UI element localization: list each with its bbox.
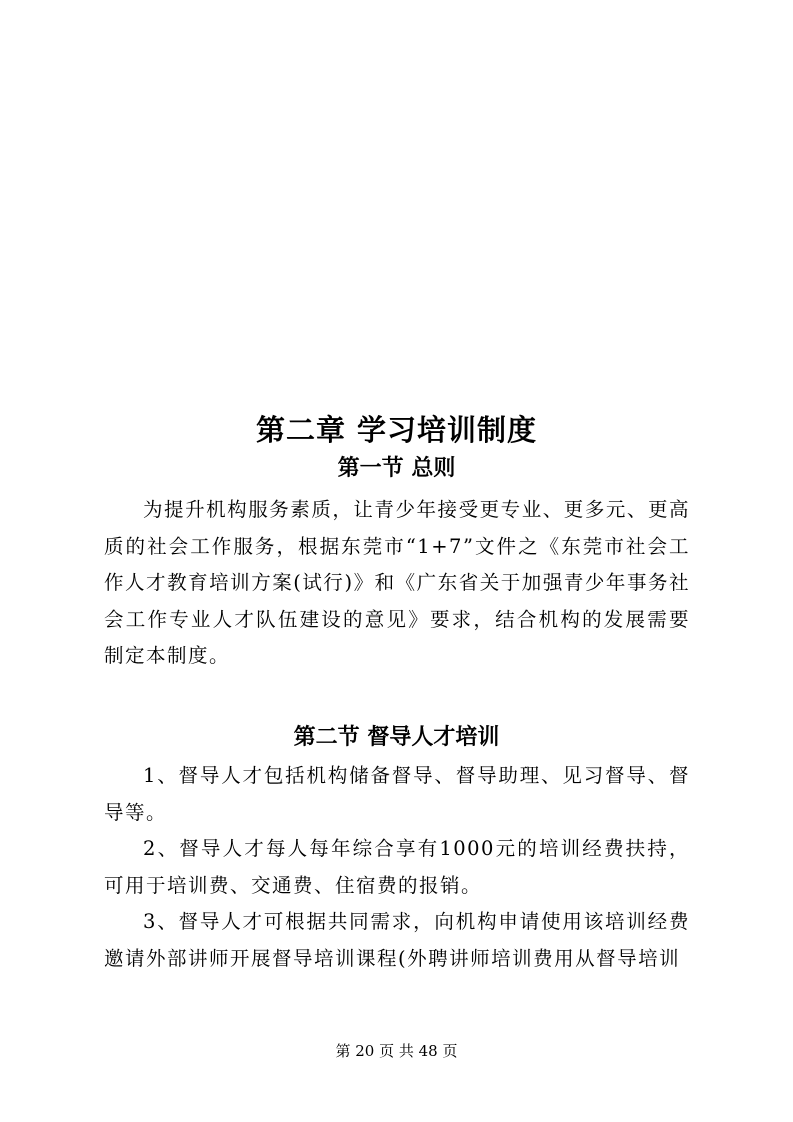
- section-supervisor-training-body: [104, 758, 690, 977]
- page-number-footer: 第 20 页 共 48 页: [335, 1042, 458, 1060]
- section-title-general: 第一节 总则: [337, 455, 456, 481]
- paragraph: 3、督导人才可根据共同需求，向机构申请使用该培训经费邀请外部讲师开展督导培训课程(外聘讲师培训费用从督导培训: [104, 910, 690, 970]
- section-title-supervisor-training: 第二节 督导人才培训: [293, 724, 500, 750]
- paragraph: 为提升机构服务素质，让青少年接受更专业、更多元、更高质的社会工作服务，根据东莞市“1+7”文件之《东莞市社会工作人才教育培训方案(试行)》和《广东省关于加强青少年事务社会工作专业人才队伍建设的意见》要求，结合机构的发展需要制定本制度。: [104, 498, 690, 667]
- chapter-title: 第二章 学习培训制度: [255, 413, 538, 447]
- paragraph: 2、督导人才每人每年综合享有1000元的培训经费扶持，可用于培训费、交通费、住宿费的报销。: [104, 837, 690, 897]
- paragraph: 1、督导人才包括机构储备督导、督导助理、见习督导、督导等。: [104, 764, 690, 824]
- section-general-body: [104, 492, 690, 675]
